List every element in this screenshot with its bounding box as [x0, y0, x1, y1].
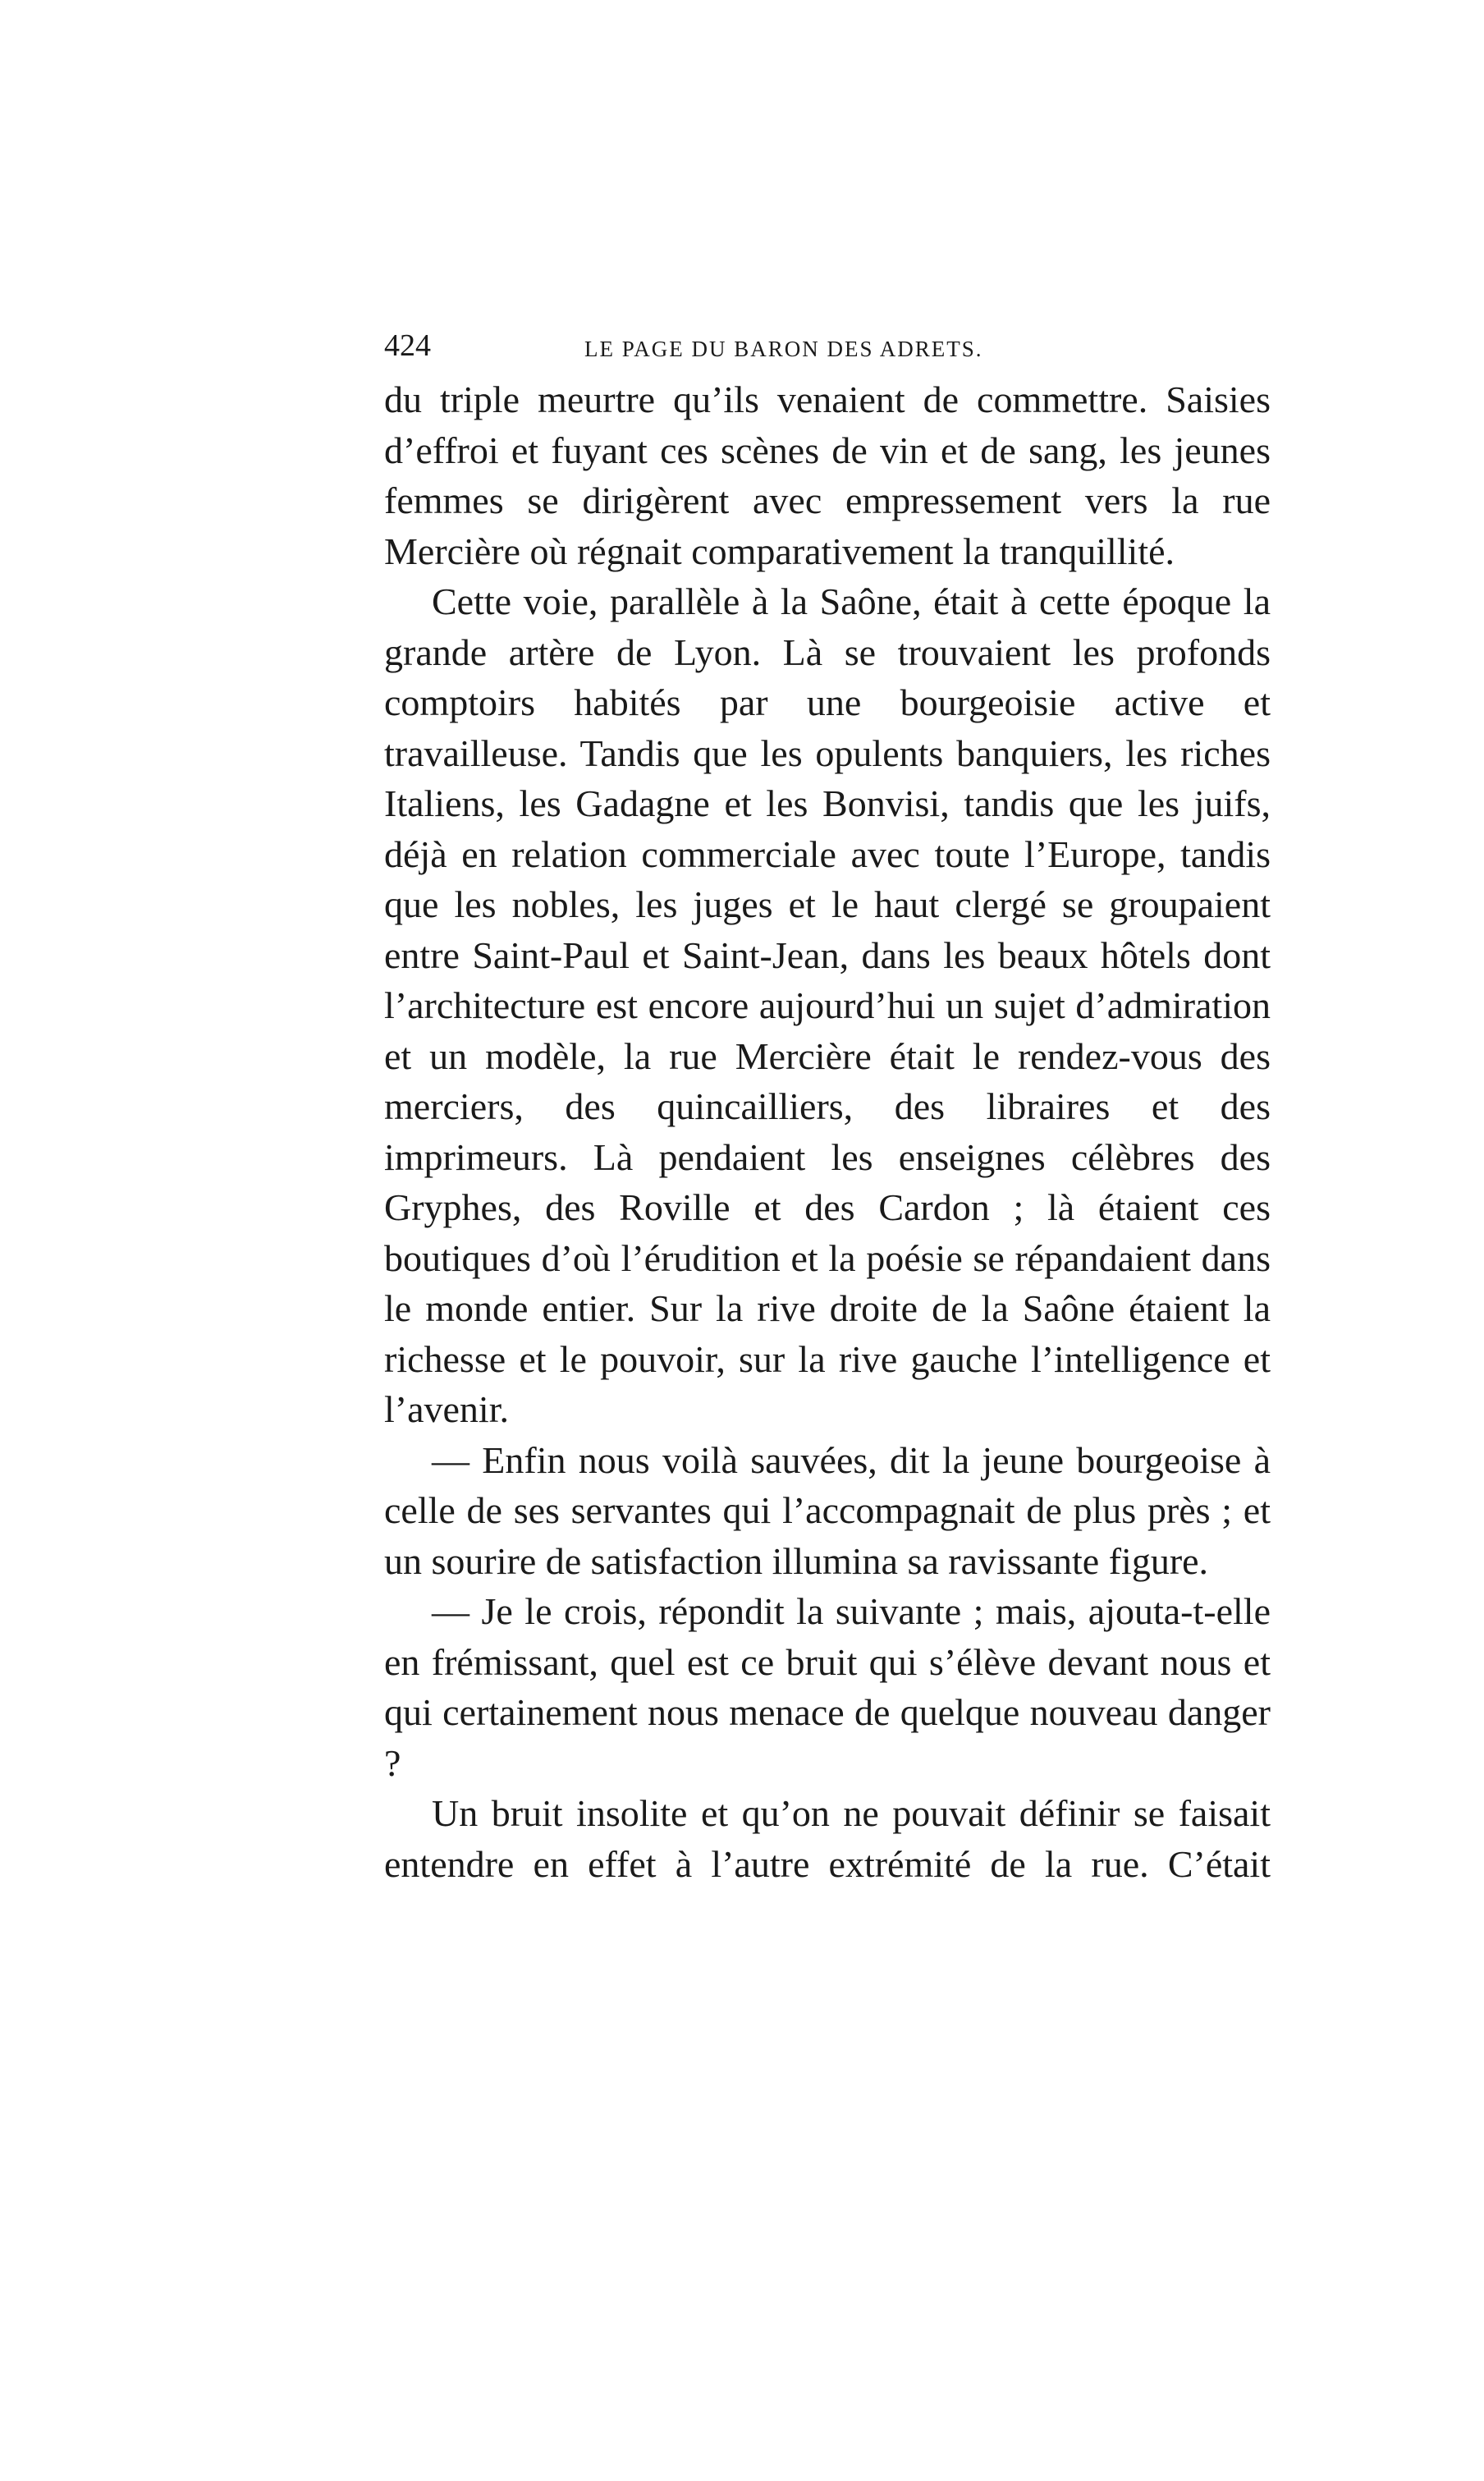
book-page	[384, 325, 1271, 1889]
page-number: 424	[384, 328, 431, 363]
paragraph-2: Cette voie, parallèle à la Saône, était à cette époque la grande artère de Lyon. Là se trouvaient les profonds comptoirs habités par une bourgeoisie active et travailleuse. Tandis que les opulents banquiers, les riches Italiens, les Gadagne et les Bonvisi, tandis que les juifs, déjà en relation commerciale avec toute l’Europe, tandis que les nobles, les juges et le haut clergé se groupaient entre Saint-Paul et Saint-Jean, dans les beaux hôtels dont l’architecture est encore aujourd’hui un sujet d’admiration et un modèle, la rue Mercière était le rendez-vous des merciers, des quincailliers, des libraires et des imprimeurs. Là pendaient les enseignes célèbres des Gryphes, des Roville et des Cardon ; là étaient ces boutiques d’où l’érudition et la poésie se répandaient dans le monde entier. Sur la rive droite de la Saône étaient la richesse et le pouvoir, sur la rive gauche l’intelligence et l’avenir.	[384, 580, 1271, 1430]
paragraph-1: du triple meurtre qu’ils venaient de commettre. Saisies d’effroi et fuyant ces scènes de vin et de sang, les jeunes femmes se dirigèrent avec empressement vers la rue Mercière où régnait comparativement la tranquillité.	[384, 378, 1271, 572]
paragraph-3: — Enfin nous voilà sauvées, dit la jeune bourgeoise à celle de ses servantes qui l’accompagnait de plus près ; et un sourire de satisfaction illumina sa ravissante figure.	[384, 1438, 1271, 1582]
running-head	[384, 325, 1271, 374]
running-title: LE PAGE DU BARON DES ADRETS.	[584, 337, 983, 361]
paragraph-5: Un bruit insolite et qu’on ne pouvait définir se faisait entendre en effet à l’autre extrémité de la rue. C’était	[384, 1792, 1271, 1885]
paragraph-4: — Je le crois, répondit la suivante ; mais, ajouta-t-elle en frémissant, quel est ce bruit qui s’élève devant nous et qui certainement nous menace de quelque nouveau danger ?	[384, 1590, 1271, 1784]
